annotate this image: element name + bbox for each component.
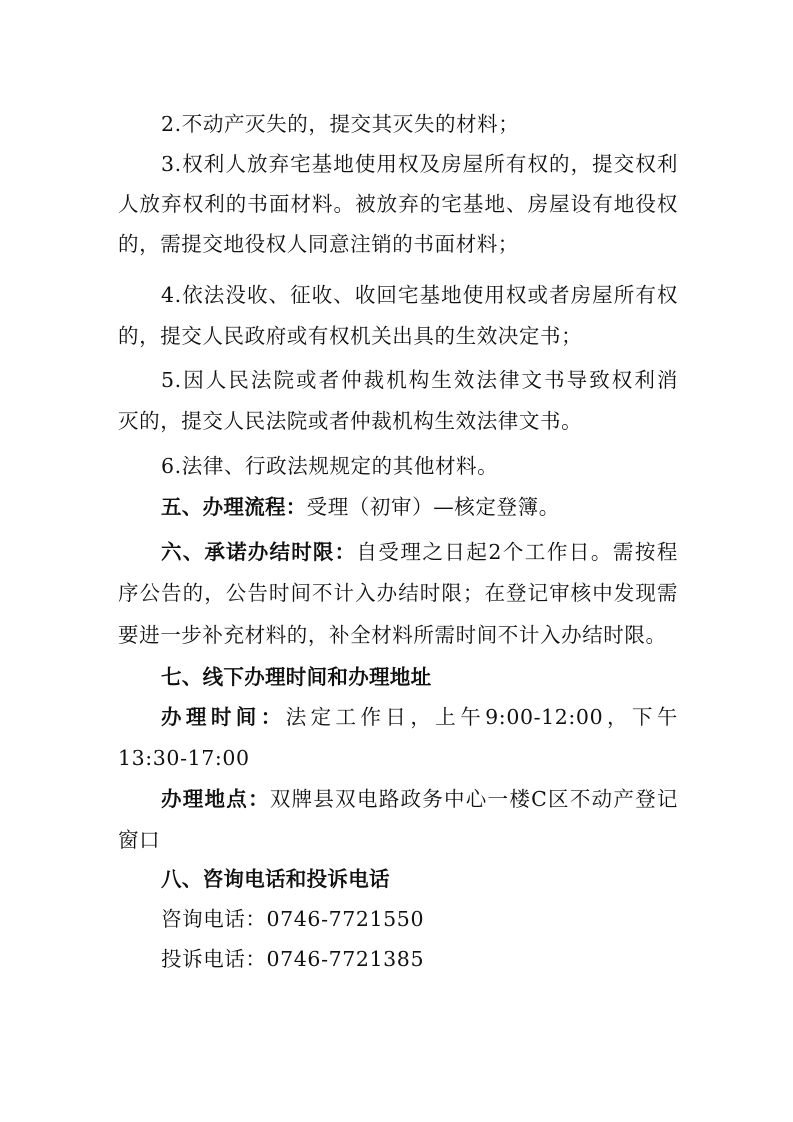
section-8-heading: 八、咨询电话和投诉电话 [161, 867, 390, 891]
section-6-line-1 [161, 539, 678, 565]
location-line-2: 窗口 [118, 828, 161, 852]
item-3-line-2: 人放弃权利的书面材料。被放弃的宅基地、房屋设有地役权 [118, 192, 678, 216]
section-6-heading: 六、承诺办结时限： [161, 540, 357, 564]
item-3-line-1: 3.权利人放弃宅基地使用权及房屋所有权的，提交权利 [161, 152, 678, 176]
item-5-line-2: 灭的，提交人民法院或者仲裁机构生效法律文书。 [118, 409, 583, 433]
hours-label: 办理时间： [161, 705, 286, 729]
item-4-line-1: 4.依法没收、征收、收回宅基地使用权或者房屋所有权 [161, 283, 678, 307]
section-6-line-3: 要进一步补充材料的，补全材料所需时间不计入办结时限。 [118, 623, 667, 647]
section-7-heading: 七、线下办理时间和办理地址 [161, 665, 432, 689]
hours-line-2: 13:30-17:00 [118, 746, 250, 770]
consult-phone: 咨询电话：0746-7721550 [161, 907, 425, 931]
location-label: 办理地点： [161, 787, 270, 811]
hours-text-line-1: 法定工作日，上午9:00-12:00，下午 [285, 705, 679, 729]
section-5-text: 受理（初审）—核定登簿。 [306, 495, 560, 519]
location-line-1 [161, 786, 678, 812]
complaint-phone: 投诉电话：0746-7721385 [161, 947, 425, 971]
item-5-line-1: 5.因人民法院或者仲裁机构生效法律文书导致权利消 [161, 368, 678, 392]
section-5 [161, 494, 678, 520]
section-5-heading: 五、办理流程： [161, 495, 307, 519]
item-4-line-2: 的，提交人民政府或有权机关出具的生效决定书； [118, 324, 583, 348]
item-2: 2.不动产灭失的，提交其灭失的材料； [161, 112, 520, 136]
item-3-line-3: 的，需提交地役权人同意注销的书面材料； [118, 232, 519, 256]
location-text-line-1: 双牌县双电路政务中心一楼C区不动产登记 [269, 787, 679, 811]
item-6: 6.法律、行政法规规定的其他材料。 [161, 454, 499, 478]
hours-line-1 [161, 704, 678, 730]
section-6-text-line-1: 自受理之日起2个工作日。需按程 [356, 540, 679, 564]
section-6-line-2: 序公告的，公告时间不计入办结时限；在登记审核中发现需 [118, 581, 678, 605]
